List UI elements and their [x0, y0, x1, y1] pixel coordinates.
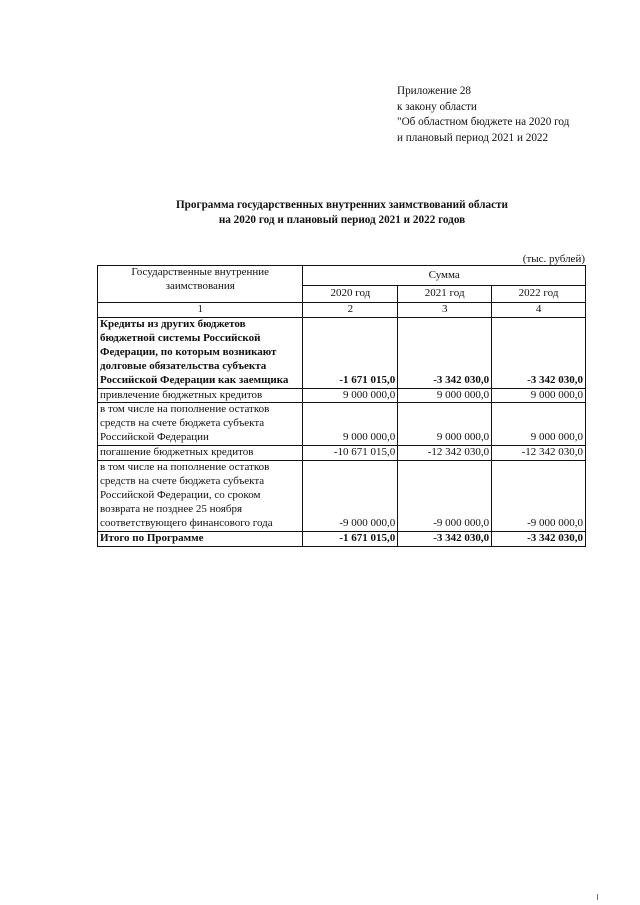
value-cell: -3 342 030,0: [398, 318, 492, 389]
value-cell: -3 342 030,0: [492, 531, 586, 546]
value-cell: -12 342 030,0: [492, 446, 586, 461]
row-label: в том числе на пополнение остатков средств на счете бюджета субъекта Российской Федерации: [98, 403, 303, 446]
row-label: Кредиты из других бюджетов бюджетной системы Российской Федерации, по которым возникают долговые обязательства субъекта Российской Федерации как заемщика: [98, 318, 303, 389]
header-sum: Сумма: [303, 266, 586, 286]
value-cell: 9 000 000,0: [398, 403, 492, 446]
table-row: [98, 446, 586, 461]
table-row: [98, 318, 586, 389]
table-row: [98, 403, 586, 446]
scan-mark: [597, 894, 598, 900]
value-cell: -3 342 030,0: [492, 318, 586, 389]
value-cell: -9 000 000,0: [303, 461, 398, 532]
value-cell: -9 000 000,0: [398, 461, 492, 532]
value-cell: 9 000 000,0: [492, 403, 586, 446]
row-label: Итого по Программе: [98, 531, 303, 546]
appendix-block: [397, 84, 569, 146]
value-cell: -1 671 015,0: [303, 318, 398, 389]
units-label: (тыс. рублей): [522, 253, 585, 265]
header-year: 2021 год: [398, 286, 492, 303]
row-label: погашение бюджетных кредитов: [98, 446, 303, 461]
appendix-line: и плановый период 2021 и 2022: [397, 131, 549, 144]
row-label: в том числе на пополнение остатков средств на счете бюджета субъекта Российской Федерации, со сроком возврата не позднее 25 ноября соответствующего финансового года: [98, 461, 303, 532]
column-index: 4: [492, 303, 586, 318]
document-title: [100, 198, 584, 227]
value-cell: 9 000 000,0: [303, 403, 398, 446]
column-index: 3: [398, 303, 492, 318]
header-year: 2020 год: [303, 286, 398, 303]
value-cell: -3 342 030,0: [398, 531, 492, 546]
appendix-line: Приложение 28: [397, 85, 472, 97]
table-row-total: [98, 531, 586, 546]
title-line-1: Программа государственных внутренних заимствований области: [175, 199, 508, 211]
value-cell: -1 671 015,0: [303, 531, 398, 546]
value-cell: 9 000 000,0: [492, 388, 586, 403]
value-cell: -10 671 015,0: [303, 446, 398, 461]
table-row: [98, 461, 586, 532]
header-year: 2022 год: [492, 286, 586, 303]
column-index: 1: [98, 303, 303, 318]
appendix-line: "Об областном бюджете на 2020 год: [397, 116, 570, 128]
title-line-2: на 2020 год и плановый период 2021 и 2022 годов: [218, 213, 466, 226]
column-index: 2: [303, 303, 398, 318]
value-cell: -9 000 000,0: [492, 461, 586, 532]
borrowing-table: [97, 265, 586, 547]
value-cell: -12 342 030,0: [398, 446, 492, 461]
row-label: привлечение бюджетных кредитов: [98, 388, 303, 403]
appendix-line: к закону области: [397, 100, 477, 113]
table-row: [98, 388, 586, 403]
value-cell: 9 000 000,0: [303, 388, 398, 403]
header-borrowings: Государственные внутренние заимствования: [98, 266, 303, 303]
value-cell: 9 000 000,0: [398, 388, 492, 403]
